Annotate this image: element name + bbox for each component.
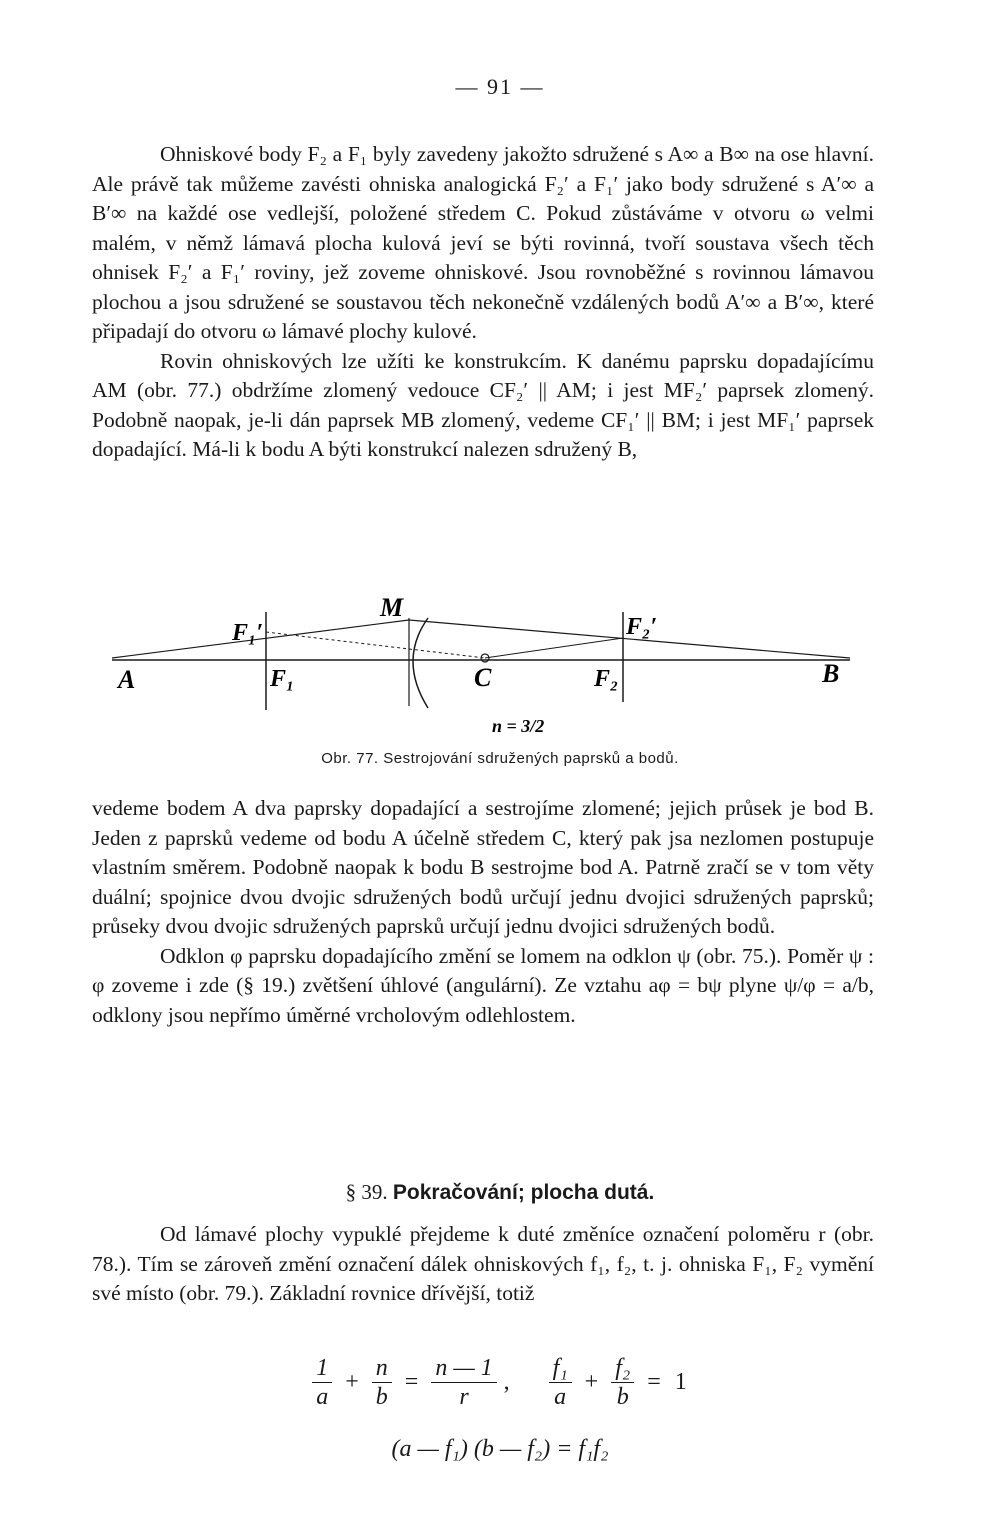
paragraph-construction: vedeme bodem A dva paprsky dopadající a sestrojíme zlomené; jejich průsek je bod B. Jeden z paprsků vedeme od bodu A účelně středem C, který pak jsa nezlomen postupuje vlastním směrem. Podobně naopak k bodu B sestrojme bod A. Patrně zračí se v tom věty duální; spojnice dvou dvojic sdružených bodů určují jednu dvojici sdružených paprsků; průseky dvou dvojic sdružených paprsků určují jednu dvojici sdružených bodů. — [92, 796, 874, 938]
fraction-n-b: $\frac{n}{b}$ — [372, 1354, 392, 1411]
fraction-1-a: $\frac{1}{a}$ — [312, 1354, 332, 1411]
fraction-n-1-r: $\frac{n — 1}{r}$ — [431, 1354, 496, 1411]
figure-77 — [0, 590, 1000, 740]
label-M: M — [380, 593, 404, 622]
label-F1-prime: F₁′ — [232, 620, 264, 646]
label-B: B — [822, 659, 840, 688]
text-block-middle — [92, 794, 874, 1030]
paragraph-focal-planes: Rovin ohniskových lze užíti ke konstrukcím. K danému paprsku dopadajícímu AM (obr. 77.) obdržíme zlomený vedouce CF₂′ || AM; i jest MF₂′ paprsek zlomený. Podobně naopak, je-li dán paprsek MB zlomený, vedeme CF₁′ || BM; i jest MF₁′ paprsek dopadající. Má-li k bodu A býti konstrukcí nalezen sdružený B, — [92, 348, 874, 461]
section-title: Pokračování; plocha dutá. — [392, 1181, 655, 1204]
ray-through-center-left — [266, 632, 485, 658]
equation-fundamental: $\frac{1}{a}$ + $\frac{n}{b}$ = $\frac{n — 1}{r}$ , $\frac{\text{f₁}}{a}$ + $\frac{\text{f₂}}{b}$ = 1 — [0, 1354, 1000, 1411]
fraction-f1-a: $\frac{\text{f₁}}{a}$ — [549, 1354, 572, 1411]
label-C: C — [474, 663, 492, 692]
text-block-top — [92, 140, 874, 465]
ray-through-center-right — [485, 638, 623, 658]
paragraph-concave-surface: Od lámavé plochy vypuklé přejdeme k duté změníce označení poloměru r (obr. 78.). Tím se zároveň změní označení dálek ohniskových f₁, f₂, t. j. ohniska F₁, F₂ vymění své místo (obr. 79.). Základní rovnice dřívější, totiž — [92, 1222, 874, 1305]
label-F2: F₂ — [594, 666, 619, 692]
refracting-surface — [413, 618, 428, 708]
equation-newton-form: (a — f₁) (b — f₂) = f₁f₂ — [391, 1436, 609, 1462]
paragraph-focal-points: Ohniskové body F₂ a F₁ byly zavedeny jakožto sdružené s A∞ a B∞ na ose hlavní. Ale právě tak můžeme zavésti ohniska analogická F₂′ a F₁′ jako body sdružené s A′∞ a B′∞ na každé ose vedlejší, položené středem C. Pokud zůstáváme v otvoru ω velmi malém, v němž lámavá plocha kulová jeví se býti rovinná, tvoří soustava všech těch ohnisek F₂′ a F₁′ roviny, jež zoveme ohniskové. Jsou rovnoběžné s rovinnou lámavou plochou a jsou sdružené se soustavou těch nekonečně vzdálených bodů A′∞ a B′∞, které připadají do otvoru ω lámavé plochy kulové. — [92, 142, 874, 343]
paragraph-angular-magnification: Odklon φ paprsku dopadajícího změní se lomem na odklon ψ (obr. 75.). Poměr ψ : φ zoveme i zde (§ 19.) zvětšení úhlové (angulární). Ze vztahu aφ = bψ plyne ψ/φ = a/b, odklony jsou nepřímo úměrné vrcholovým odlehlostem. — [92, 943, 874, 1027]
fraction-f2-b: $\frac{\text{f₂}}{b}$ — [611, 1354, 634, 1411]
section-number: § 39. — [345, 1180, 388, 1204]
text-block-bottom — [92, 1220, 874, 1309]
section-heading — [0, 1180, 1000, 1205]
page-number: — 91 — — [455, 74, 545, 99]
label-F1: F₁ — [270, 666, 295, 692]
label-A: A — [118, 665, 136, 694]
label-F2-prime: F₂′ — [626, 614, 658, 640]
refractive-index: n = 3/2 — [492, 716, 545, 736]
figure-caption: Obr. 77. Sestrojování sdružených paprsků a bodů. — [321, 750, 679, 767]
